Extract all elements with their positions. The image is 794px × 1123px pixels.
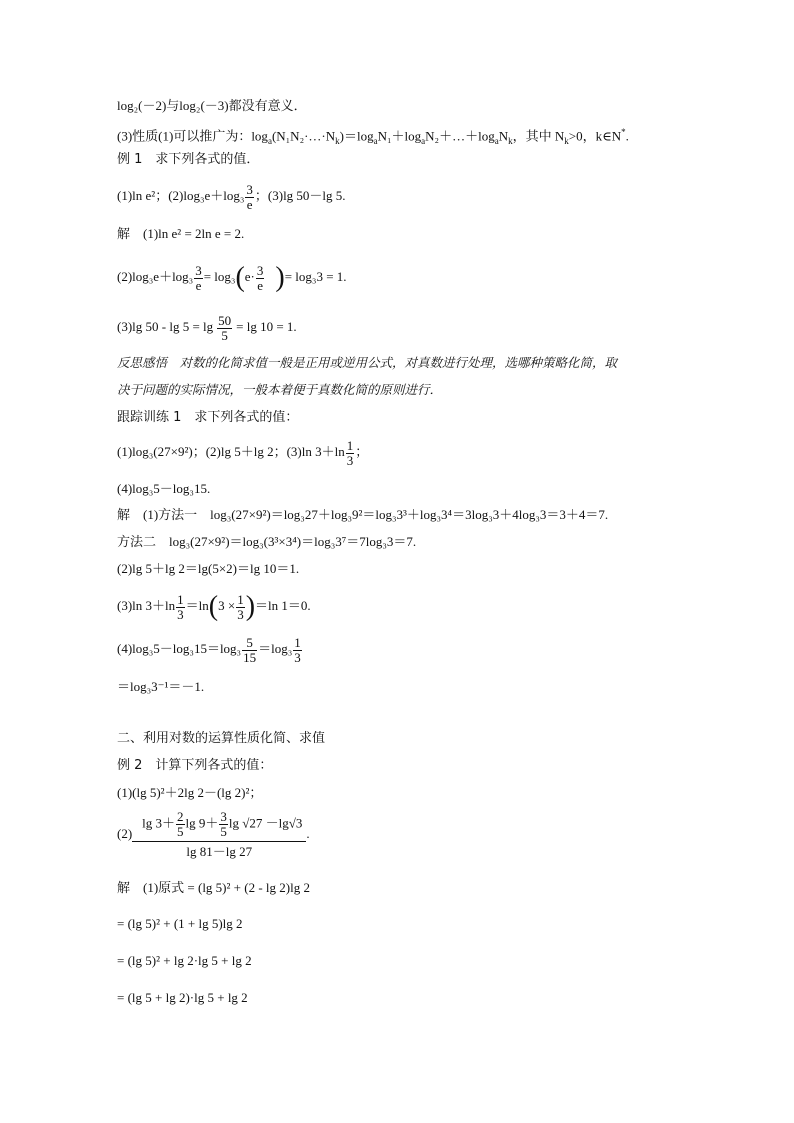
condition-prefix: ，其中 N [512,128,565,144]
frac-num: 50 [218,312,232,328]
sol1-2-mid: = log₃ [203,269,236,284]
solution-1-line-3 [117,310,297,344]
period: . [625,128,629,144]
training-1-question-4: (4)log₃5－log₃15. [117,481,211,496]
train-q-part-a: (1)log₃(27×9²)；(2)lg 5＋lg 2；(3)ln 3＋ln [117,444,345,459]
ex1-q-part-a: (1)ln e²；(2)log₃e＋log₃ [117,188,245,203]
fraction-1-over-3-2 [176,593,185,622]
frac-num: 2 [177,809,184,824]
answer-2: (2)lg 5＋lg 2＝lg(5×2)＝lg 10＝1. [117,561,300,576]
solution-1-line-2 [117,260,347,294]
num-part-c: lg √27 －lg√3 [228,815,303,831]
q2-end: . [306,825,310,841]
frac-den: 3 [237,606,244,622]
frac-den: e [195,277,202,293]
example-2-question-2 [117,810,310,860]
ex1-q-part-b: ；(3)lg 50－lg 5. [254,188,346,203]
example-2-title: 例 2 计算下列各式的值： [117,758,273,773]
base-a-2: a [373,135,378,146]
sol1-2-prefix: (2)log₃e＋log₃ [117,269,194,284]
fraction-2-over-5 [176,810,185,839]
ans3-eq: ＝ln [185,598,209,613]
training-1-title: 跟踪训练 1 求下列各式的值： [117,410,299,425]
text-line-log-meaningless: log₂(－2)与log₂(－3)都没有意义． [117,98,307,113]
subscript-k-3: k [564,135,569,146]
frac-den: e [246,196,253,212]
property-prefix: (3)性质(1)可以推广为：log [117,128,268,144]
frac-den: 3 [346,452,354,468]
section-2-heading: 二、利用对数的运算性质化简、求值 [117,731,326,746]
reflection-line-2: 决于问题的实际情况，一般本着便于真数化简的原则进行． [117,383,443,397]
ans3-prefix: (3)ln 3＋ln [117,598,176,613]
product-expr: (N₁N₂·…·N [271,128,336,144]
num-part-b: lg 9＋ [185,815,219,831]
big-frac-denominator: lg 81－lg 27 [132,841,306,860]
left-paren: ( [235,262,245,294]
solution-2-line-4: = (lg 5 + lg 2)·lg 5 + lg 2 [117,990,248,1005]
ans3-inner: 3 × [218,598,236,613]
frac-num: 3 [195,262,202,278]
fraction-3-over-e [245,183,254,212]
term-nk: N [498,128,509,144]
solution-2-line-2: = (lg 5)² + (1 + lg 5)lg 2 [117,916,243,931]
solution-2-line-3: = (lg 5)² + lg 2·lg 5 + lg 2 [117,953,252,968]
solution-1-line-1: 解 (1)ln e² = 2ln e = 2. [117,226,245,241]
term-n1: N₁＋log [377,128,422,144]
text-line-property-generalization [117,124,629,149]
fraction-3-over-e-2 [194,264,203,293]
ans3-end: ＝ln 1＝0. [255,598,311,613]
sol1-3-prefix: (3)lg 50 - lg 5 = lg [117,319,214,334]
subscript-k: k [335,135,340,146]
answer-1-method-2: 方法二 log₃(27×9²)＝log₃(3³×3⁴)＝log₃3⁷＝7log₃3＝7. [117,534,417,549]
e-times: e· [244,269,255,284]
answer-1-method-1: 解 (1)方法一 log₃(27×9²)＝log₃27＋log₃9²＝log₃3³＋log₃3⁴＝3log₃3＋4log₃3＝3＋4＝7. [117,507,609,522]
right-paren-2: ) [245,591,256,623]
frac-den: 3 [294,649,301,665]
frac-den: 5 [217,328,232,343]
term-n2: N₂＋…＋log [425,128,495,144]
frac-num: 1 [346,437,354,453]
base-a-4: a [494,135,499,146]
example-1-question [117,181,346,212]
frac-den: 15 [243,649,257,665]
sol1-3-end: = lg 10 = 1. [236,319,297,334]
frac-num: 5 [246,634,253,650]
subscript-k-2: k [508,135,513,146]
left-paren-2: ( [208,591,219,623]
answer-4 [117,633,303,665]
frac-num: 1 [294,634,301,650]
example-2-question-1: (1)(lg 5)²＋2lg 2－(lg 2)²； [117,785,263,800]
solution-2-line-1: 解 (1)原式 = (lg 5)² + (2 - lg 2)lg 2 [117,880,310,895]
frac-den: 5 [177,824,184,839]
big-frac-numerator [132,810,306,841]
condition-tail: >0，k∈N [568,128,622,144]
frac-den: e [257,277,264,293]
frac-num: 3 [246,181,253,197]
frac-num: 3 [220,809,227,824]
frac-den: 5 [220,824,227,839]
star-superscript: * [621,127,626,137]
frac-num: 1 [237,591,244,607]
q2-label: (2) [117,825,133,841]
fraction-1-over-3-3 [236,593,245,622]
example-1-title: 例 1 求下列各式的值． [117,152,260,167]
fraction-3-over-5 [219,810,228,839]
frac-den: 3 [177,606,184,622]
num-part-a: lg 3＋ [142,815,176,831]
big-fraction [132,810,306,860]
train-q-part-b: ； [355,444,369,459]
answer-3 [117,590,311,622]
equals-log: )＝log [339,128,374,144]
reflection-line-1: 反思感悟 对数的化简求值一般是正用或逆用公式，对真数进行处理，选哪种策略化简，取 [117,356,618,370]
base-a-3: a [421,135,426,146]
right-paren: ) [275,262,285,294]
fraction-3-over-e-3 [256,264,265,293]
fraction-1-over-3-4 [293,636,302,665]
fraction-50-over-5 [217,314,232,343]
answer-4-continued: ＝log₃3⁻¹＝－1. [117,679,205,694]
base-a: a [267,135,272,146]
training-1-question [117,436,368,468]
ans4-prefix: (4)log₃5－log₃15＝log₃ [117,641,242,656]
frac-num: 3 [256,262,264,278]
sol1-2-end: = log₃3 = 1. [284,269,347,284]
ans4-mid: ＝log₃ [258,641,293,656]
fraction-5-over-15 [242,636,257,665]
fraction-1-over-3 [346,439,355,468]
frac-num: 1 [177,591,184,607]
